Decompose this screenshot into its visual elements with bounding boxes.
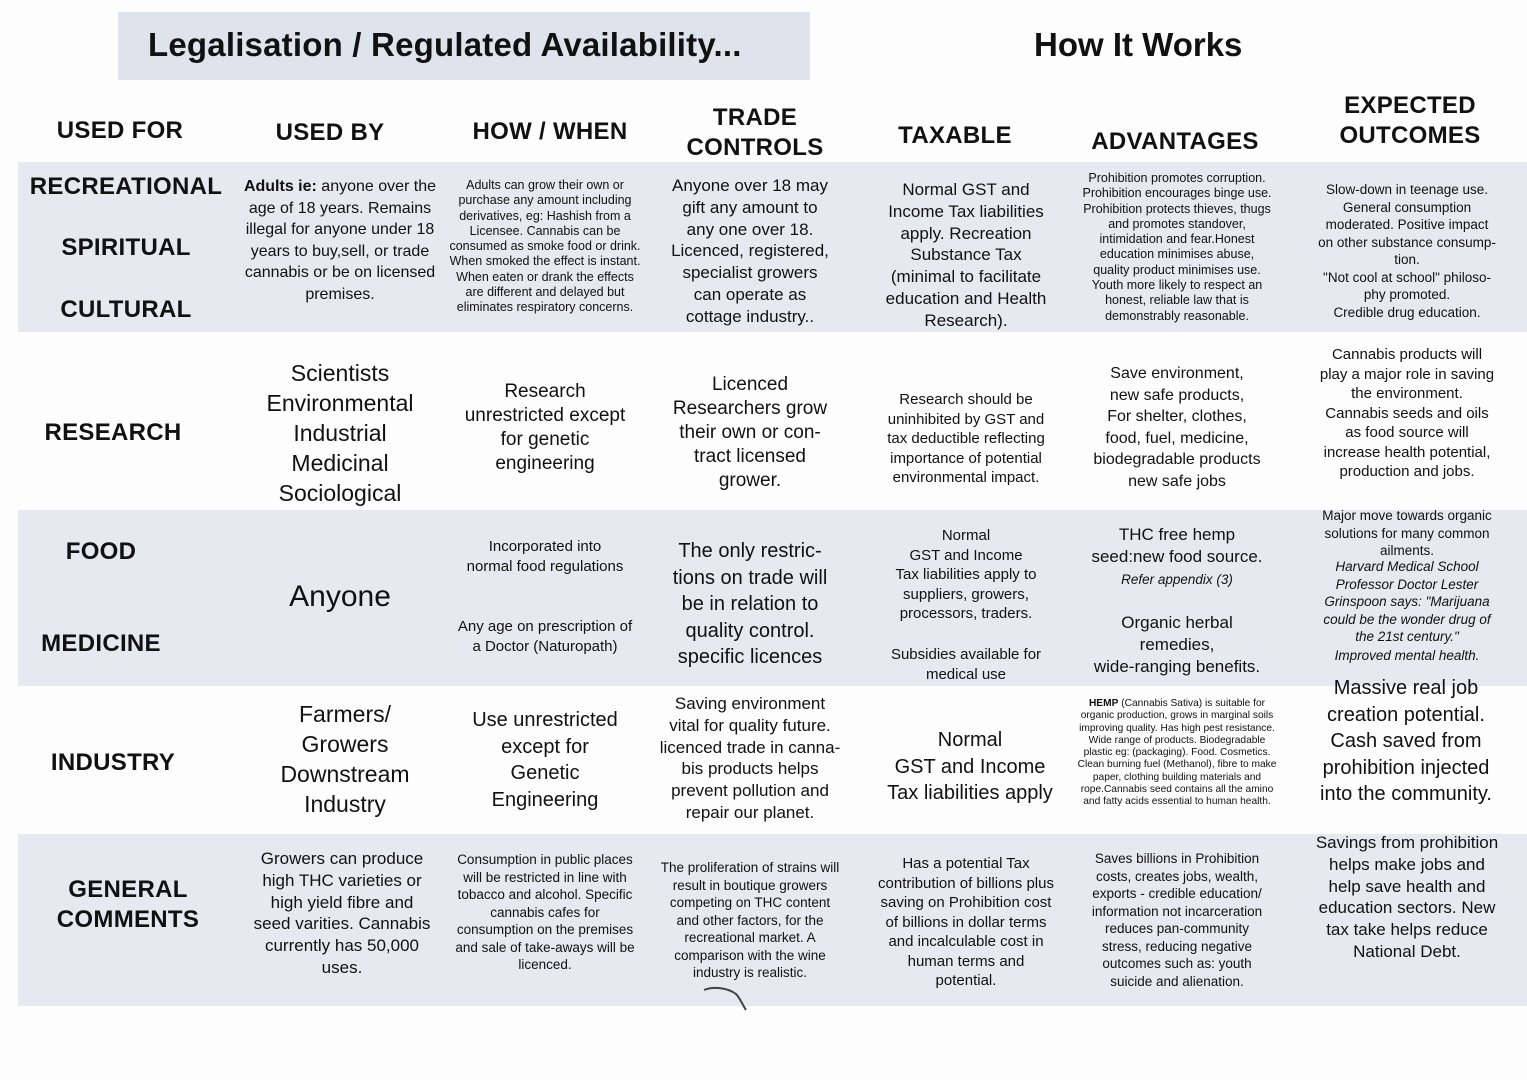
industry-how-when: Use unrestricted except for Genetic Engineering — [472, 709, 618, 811]
recreational-used-by — [240, 176, 440, 305]
medicine-how-when: Any age on prescription of a Doctor (Naturopath) — [457, 618, 633, 655]
industry-used-by: Farmers/ Growers Downstream Industry — [280, 701, 410, 817]
research-how-when: Research unrestricted except for genetic engineering — [464, 381, 626, 474]
research-used-by: Scientists Environmental Industrial Medicinal Sociological — [266, 360, 414, 506]
general-outcomes: Savings from prohibition helps make jobs and help save health and education sectors. New tax take helps reduce National Debt. — [1315, 833, 1499, 961]
grinspoon-quote: Harvard Medical School Professor Doctor Lester Grinspoon says: "Marijuana could be the wonder drug of the 21st century." — [1323, 559, 1491, 644]
mental-health-outcome: Improved mental health. — [1334, 648, 1480, 663]
header-used-by: USED BY — [275, 119, 385, 146]
food-how-when: Incorporated into normal food regulations — [466, 538, 624, 575]
header-taxable: TAXABLE — [898, 122, 1012, 149]
food-advantages: THC free hemp seed:new food source. — [1091, 525, 1263, 566]
category-recreational: RECREATIONAL — [29, 173, 223, 200]
header-used-for: USED FOR — [56, 117, 184, 144]
general-trade-controls: The proliferation of strains will result in boutique growers competing on THC content and other factors, for the recreational market. A comparison with the wine industry is realistic. — [660, 860, 840, 980]
category-industry: INDUSTRY — [50, 749, 176, 776]
industry-outcomes: Massive real job creation potential. Cash saved from prohibition injected into the community. — [1320, 677, 1492, 805]
recreational-trade-controls: Anyone over 18 may gift any amount to any one over 18. Licenced, registered, specialist growers can operate as cottage industry.. — [671, 176, 829, 326]
category-spiritual: SPIRITUAL — [61, 234, 191, 261]
food-medicine-used-by: Anyone — [289, 580, 391, 613]
pen-mark — [700, 982, 748, 1012]
research-advantages: Save environment, new safe products, For shelter, clothes, food, fuel, medicine, biodegradable products new safe jobs — [1093, 365, 1261, 490]
research-outcomes: Cannabis products will play a major role in saving the environment. Cannabis seeds and oils as food source will increase health potential, production and jobs. — [1319, 346, 1495, 480]
recreational-advantages: Prohibition promotes corruption. Prohibition encourages binge use. Prohibition protects thieves, thugs and promotes standover, intimidation and fear.Honest education minimises abuse, quality product minimises use. Youth more likely to respect an honest, reliable law that is demonstrably reasonable. — [1082, 171, 1272, 323]
general-taxable: Has a potential Tax contribution of billions plus saving on Prohibition cost of billions in dollar terms and incalculable cost in human terms and potential. — [878, 855, 1054, 989]
category-general-comments: GENERAL COMMENTS — [56, 876, 200, 933]
general-how-when: Consumption in public places will be restricted in line with tobacco and alcohol. Specific cannabis cafes for consumption on the premises and sale of take-aways will be licenced. — [455, 852, 635, 972]
page-title: Legalisation / Regulated Availability... — [148, 26, 742, 63]
industry-advantages — [1076, 698, 1278, 809]
research-taxable: Research should be uninhibited by GST and tax deductible reflecting importance of potential environmental impact. — [887, 391, 1045, 486]
medicine-subsidies: Subsidies available for medical use — [890, 646, 1042, 683]
page-subtitle: How It Works — [1034, 26, 1243, 63]
used-by-bold-lead: Adults ie: — [243, 178, 317, 195]
research-trade-controls: Licenced Researchers grow their own or con- tract licensed grower. — [672, 374, 828, 491]
recreational-how-when: Adults can grow their own or purchase any amount including derivatives, eg: Hashish from a Licensee. Cannabis can be consumed as smoke food or drink. When smoked the effect is instant. When eaten or drank the effects are different and delayed but eliminates respiratory concerns. — [449, 178, 641, 315]
industry-taxable: Normal GST and Income Tax liabilities apply — [887, 729, 1053, 804]
category-research: RESEARCH — [44, 419, 182, 446]
food-medicine-trade-controls: The only restric- tions on trade will be in relation to quality control. specific licences — [672, 540, 828, 668]
category-food: FOOD — [65, 538, 137, 565]
food-appendix-ref: Refer appendix (3) — [1121, 572, 1233, 587]
medicine-advantages: Organic herbal remedies, wide-ranging benefits. — [1093, 613, 1261, 676]
header-expected-outcomes: EXPECTED OUTCOMES — [1339, 92, 1481, 149]
header-how-when: HOW / WHEN — [472, 118, 628, 145]
hemp-description: (Cannabis Sativa) is suitable for organic production, grows in marginal soils improving quality. Has high pest resistance. Wide range of products. Biodegradable plastic eg: (packaging). Food. Cosmetics. Clean burning fuel (Methanol), fibre to make paper, clothing building materials and rope.Cannabis seed contains all the amino and fatty acids essential to human health. — [1077, 698, 1277, 808]
category-cultural: CULTURAL — [60, 296, 192, 323]
used-by-text: anyone over the age of 18 years. Remains illegal for anyone under 18 years to buy,sell, or trade cannabis or be on licensed premises. — [244, 178, 437, 303]
general-used-by: Growers can produce high THC varieties or high yield fibre and seed varities. Cannabis currently has 50,000 uses. — [253, 849, 431, 977]
header-trade-controls: TRADE CONTROLS — [686, 104, 824, 161]
category-medicine: MEDICINE — [41, 630, 161, 657]
recreational-outcomes: Slow-down in teenage use. General consumption moderated. Positive impact on other substance consump- tion. "Not cool at school" philoso- phy promoted. Credible drug education. — [1318, 182, 1496, 320]
general-advantages: Saves billions in Prohibition costs, creates jobs, wealth, exports - credible education/ information not incarceration reduces pan-community stress, reducing negative outcomes such as: youth suicide and alienation. — [1091, 851, 1263, 989]
header-advantages: ADVANTAGES — [1091, 128, 1259, 155]
food-medicine-taxable: Normal GST and Income Tax liabilities apply to suppliers, growers, processors, traders. — [895, 527, 1037, 622]
industry-trade-controls: Saving environment vital for quality future. licenced trade in canna- bis products helps prevent pollution and repair our planet. — [659, 694, 841, 822]
recreational-taxable: Normal GST and Income Tax liabilities apply. Recreation Substance Tax (minimal to facilitate education and Health Research). — [885, 180, 1047, 330]
hemp-label: HEMP — [1088, 698, 1119, 709]
food-medicine-outcomes: Major move towards organic solutions for many common ailments. — [1322, 508, 1492, 558]
